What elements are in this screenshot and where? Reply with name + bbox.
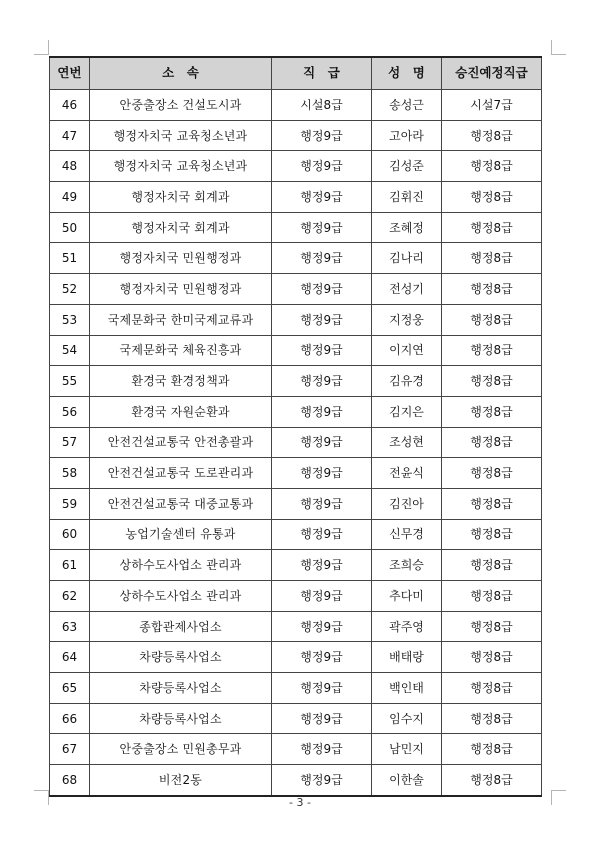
table-row [50, 488, 542, 519]
cell-name: 이한솔 [372, 765, 442, 796]
cell-serial-number: 51 [50, 243, 90, 274]
table-row [50, 519, 542, 550]
cell-current-rank: 행정9급 [272, 427, 372, 458]
header-promotion-rank: 승진예정직급 [442, 57, 542, 90]
cell-current-rank: 행정9급 [272, 335, 372, 366]
cell-current-rank: 시설8급 [272, 90, 372, 121]
table-body [50, 90, 542, 796]
cell-name: 조혜정 [372, 212, 442, 243]
table-row [50, 458, 542, 489]
cell-department: 차량등록사업소 [90, 673, 272, 704]
cell-name: 김지은 [372, 396, 442, 427]
cell-current-rank: 행정9급 [272, 366, 372, 397]
crop-mark-top-right [551, 40, 566, 55]
cell-department: 차량등록사업소 [90, 703, 272, 734]
cell-name: 송성근 [372, 90, 442, 121]
cell-name: 고아라 [372, 120, 442, 151]
cell-promotion-rank: 행정8급 [442, 366, 542, 397]
cell-promotion-rank: 시설7급 [442, 90, 542, 121]
cell-current-rank: 행정9급 [272, 458, 372, 489]
cell-promotion-rank: 행정8급 [442, 458, 542, 489]
header-current-rank: 직 급 [272, 57, 372, 90]
cell-serial-number: 67 [50, 734, 90, 765]
cell-promotion-rank: 행정8급 [442, 120, 542, 151]
table-row [50, 151, 542, 182]
cell-current-rank: 행정9급 [272, 151, 372, 182]
cell-serial-number: 56 [50, 396, 90, 427]
cell-promotion-rank: 행정8급 [442, 765, 542, 796]
cell-current-rank: 행정9급 [272, 703, 372, 734]
cell-name: 김유경 [372, 366, 442, 397]
cell-current-rank: 행정9급 [272, 550, 372, 581]
table-row [50, 243, 542, 274]
cell-serial-number: 50 [50, 212, 90, 243]
cell-promotion-rank: 행정8급 [442, 182, 542, 213]
table-row [50, 581, 542, 612]
table-row [50, 611, 542, 642]
cell-name: 지정웅 [372, 304, 442, 335]
cell-name: 조성현 [372, 427, 442, 458]
cell-name: 배태랑 [372, 642, 442, 673]
cell-current-rank: 행정9급 [272, 120, 372, 151]
cell-serial-number: 52 [50, 274, 90, 305]
cell-promotion-rank: 행정8급 [442, 427, 542, 458]
cell-promotion-rank: 행정8급 [442, 581, 542, 612]
cell-current-rank: 행정9급 [272, 396, 372, 427]
header-serial-number: 연번 [50, 57, 90, 90]
cell-department: 안전건설교통국 도로관리과 [90, 458, 272, 489]
cell-serial-number: 62 [50, 581, 90, 612]
table-row [50, 642, 542, 673]
cell-serial-number: 68 [50, 765, 90, 796]
table-row [50, 427, 542, 458]
cell-serial-number: 46 [50, 90, 90, 121]
page-number: - 3 - [289, 796, 311, 809]
promotion-roster-table [49, 56, 542, 797]
cell-promotion-rank: 행정8급 [442, 243, 542, 274]
cell-serial-number: 49 [50, 182, 90, 213]
header-name: 성 명 [372, 57, 442, 90]
cell-department: 안전건설교통국 대중교통과 [90, 488, 272, 519]
cell-department: 행정자치국 교육청소년과 [90, 120, 272, 151]
cell-name: 김나리 [372, 243, 442, 274]
table-row [50, 734, 542, 765]
cell-current-rank: 행정9급 [272, 519, 372, 550]
cell-promotion-rank: 행정8급 [442, 611, 542, 642]
cell-current-rank: 행정9급 [272, 488, 372, 519]
cell-promotion-rank: 행정8급 [442, 151, 542, 182]
cell-serial-number: 58 [50, 458, 90, 489]
cell-promotion-rank: 행정8급 [442, 734, 542, 765]
cell-current-rank: 행정9급 [272, 734, 372, 765]
header-row [50, 57, 542, 90]
cell-serial-number: 59 [50, 488, 90, 519]
table-row [50, 765, 542, 796]
cell-name: 김성준 [372, 151, 442, 182]
cell-promotion-rank: 행정8급 [442, 519, 542, 550]
table-row [50, 274, 542, 305]
table-row [50, 212, 542, 243]
cell-department: 상하수도사업소 관리과 [90, 550, 272, 581]
cell-department: 행정자치국 회계과 [90, 182, 272, 213]
cell-department: 환경국 자원순환과 [90, 396, 272, 427]
cell-name: 신무경 [372, 519, 442, 550]
cell-serial-number: 61 [50, 550, 90, 581]
cell-serial-number: 55 [50, 366, 90, 397]
cell-name: 임수지 [372, 703, 442, 734]
cell-current-rank: 행정9급 [272, 642, 372, 673]
cell-promotion-rank: 행정8급 [442, 396, 542, 427]
cell-current-rank: 행정9급 [272, 611, 372, 642]
cell-name: 곽주영 [372, 611, 442, 642]
table-row [50, 673, 542, 704]
cell-current-rank: 행정9급 [272, 243, 372, 274]
cell-serial-number: 63 [50, 611, 90, 642]
cell-department: 국제문화국 체육진흥과 [90, 335, 272, 366]
table-header [50, 57, 542, 90]
cell-department: 국제문화국 한미국제교류과 [90, 304, 272, 335]
cell-department: 행정자치국 민원행정과 [90, 243, 272, 274]
crop-mark-top-left [34, 40, 49, 55]
cell-promotion-rank: 행정8급 [442, 212, 542, 243]
cell-current-rank: 행정9급 [272, 212, 372, 243]
cell-serial-number: 57 [50, 427, 90, 458]
cell-name: 전성기 [372, 274, 442, 305]
cell-name: 전윤식 [372, 458, 442, 489]
table-row [50, 90, 542, 121]
table-row [50, 396, 542, 427]
cell-promotion-rank: 행정8급 [442, 274, 542, 305]
cell-serial-number: 64 [50, 642, 90, 673]
cell-serial-number: 65 [50, 673, 90, 704]
cell-serial-number: 66 [50, 703, 90, 734]
cell-promotion-rank: 행정8급 [442, 703, 542, 734]
cell-current-rank: 행정9급 [272, 765, 372, 796]
cell-department: 안전건설교통국 안전총괄과 [90, 427, 272, 458]
cell-department: 행정자치국 회계과 [90, 212, 272, 243]
cell-department: 안중출장소 민원총무과 [90, 734, 272, 765]
cell-department: 종합관제사업소 [90, 611, 272, 642]
cell-promotion-rank: 행정8급 [442, 304, 542, 335]
cell-serial-number: 60 [50, 519, 90, 550]
cell-name: 백인태 [372, 673, 442, 704]
cell-promotion-rank: 행정8급 [442, 488, 542, 519]
table-row [50, 182, 542, 213]
cell-current-rank: 행정9급 [272, 673, 372, 704]
table-row [50, 550, 542, 581]
cell-department: 차량등록사업소 [90, 642, 272, 673]
cell-name: 이지연 [372, 335, 442, 366]
header-department: 소 속 [90, 57, 272, 90]
cell-department: 환경국 환경정책과 [90, 366, 272, 397]
cell-department: 행정자치국 민원행정과 [90, 274, 272, 305]
cell-name: 김진아 [372, 488, 442, 519]
table-row [50, 304, 542, 335]
cell-current-rank: 행정9급 [272, 182, 372, 213]
cell-department: 상하수도사업소 관리과 [90, 581, 272, 612]
cell-name: 추다미 [372, 581, 442, 612]
cell-name: 남민지 [372, 734, 442, 765]
cell-serial-number: 54 [50, 335, 90, 366]
cell-department: 안중출장소 건설도시과 [90, 90, 272, 121]
table-row [50, 335, 542, 366]
cell-serial-number: 47 [50, 120, 90, 151]
cell-department: 행정자치국 교육청소년과 [90, 151, 272, 182]
cell-current-rank: 행정9급 [272, 274, 372, 305]
cell-current-rank: 행정9급 [272, 304, 372, 335]
cell-department: 농업기술센터 유통과 [90, 519, 272, 550]
table-row [50, 703, 542, 734]
cell-current-rank: 행정9급 [272, 581, 372, 612]
cell-promotion-rank: 행정8급 [442, 642, 542, 673]
cell-department: 비전2동 [90, 765, 272, 796]
cell-promotion-rank: 행정8급 [442, 335, 542, 366]
cell-promotion-rank: 행정8급 [442, 550, 542, 581]
cell-promotion-rank: 행정8급 [442, 673, 542, 704]
cell-serial-number: 48 [50, 151, 90, 182]
cell-name: 조희승 [372, 550, 442, 581]
cell-name: 김휘진 [372, 182, 442, 213]
cell-serial-number: 53 [50, 304, 90, 335]
table-row [50, 366, 542, 397]
table-row [50, 120, 542, 151]
